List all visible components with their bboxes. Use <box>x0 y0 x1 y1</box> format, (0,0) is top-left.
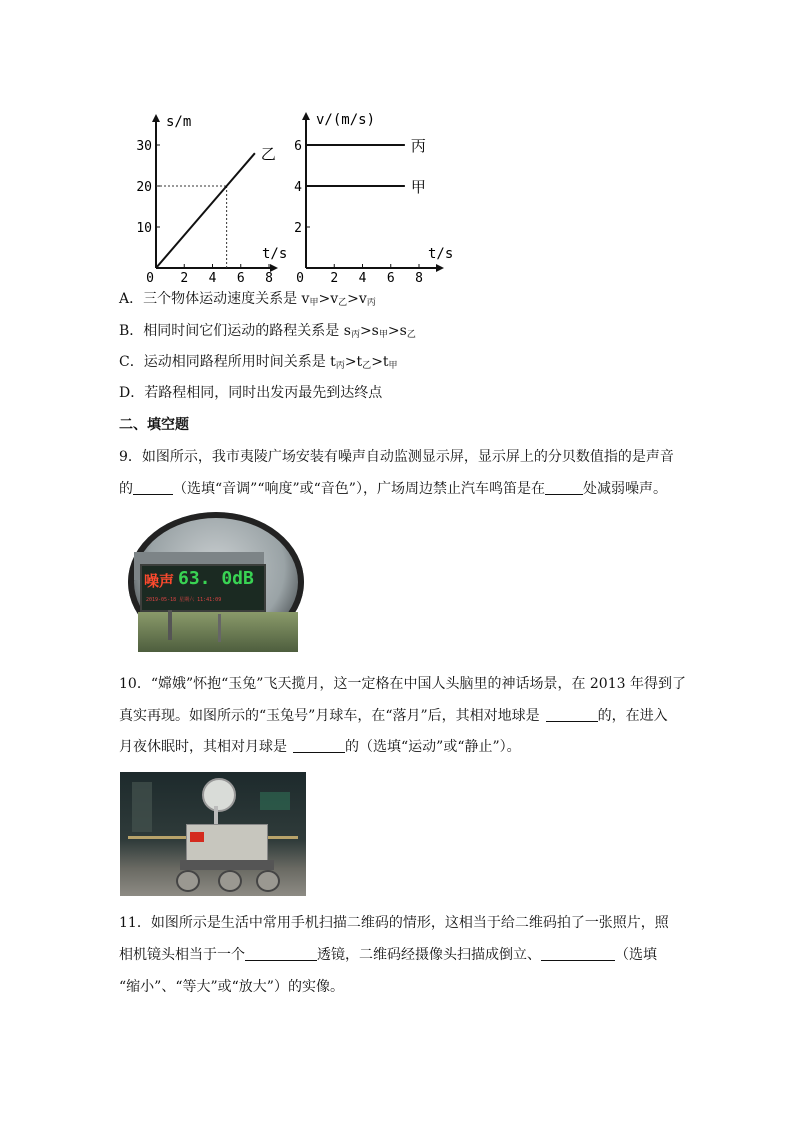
y-tick-label: 4 <box>294 180 302 195</box>
display-datetime: 2019-05-18 星期六 11:41:09 <box>146 597 222 603</box>
y-tick-label: 2 <box>294 221 302 236</box>
velocity-time-chart <box>290 112 465 286</box>
x-axis-label: t/s <box>428 246 454 262</box>
q10-blank-2[interactable] <box>293 738 345 753</box>
option-d: D．若路程相同，同时出发丙最先到达终点 <box>119 385 383 401</box>
display-label: 噪声 <box>144 572 175 590</box>
q9-blank-1[interactable] <box>133 480 173 495</box>
led-display-panel <box>140 564 266 612</box>
option-a: A．三个物体运动速度关系是 $v_甲>v_乙>v_丙$ <box>119 291 376 308</box>
q9-line1: 9．如图所示，我市夷陵广场安装有噪声自动监测显示屏，显示屏上的分贝数值指的是声音 <box>119 449 674 465</box>
x-axis-arrow <box>436 264 444 272</box>
q11-line3: “缩小”、“等大”或“放大”）的实像。 <box>119 979 344 995</box>
q9-line2: 的 （选填“音调”“响度”或“音色”），广场周边禁止汽车鸣笛是在 处减弱噪声。 <box>119 481 667 497</box>
y-axis-label: v/(m/s) <box>316 112 376 128</box>
y-tick-label: 30 <box>136 139 152 154</box>
x-tick-label: 2 <box>180 271 189 286</box>
y-tick-label: 20 <box>136 180 152 195</box>
x-tick-label: 6 <box>386 271 395 286</box>
series-label: 丙 <box>410 137 426 155</box>
x-tick-label: 0 <box>296 271 304 286</box>
option-c: C．运动相同路程所用时间关系是 $t_丙>t_乙>t_甲$ <box>119 354 398 371</box>
display-value: 63. 0dB <box>178 568 254 589</box>
y-tick-label: 10 <box>136 221 152 236</box>
series-label: 甲 <box>410 178 426 196</box>
noise-display-photo <box>128 512 304 652</box>
q11-line1: 11．如图所示是生活中常用手机扫描二维码的情形，这相当于给二维码拍了一张照片，照 <box>119 915 669 931</box>
x-tick-label: 4 <box>358 271 367 286</box>
x-tick-label: 6 <box>236 271 245 286</box>
x-tick-label: 4 <box>208 271 217 286</box>
q10-blank-1[interactable] <box>546 707 598 722</box>
q11-line2: 相机镜头相当于一个 透镜，二维码经摄像头扫描成倒立、 （选填 <box>119 947 657 963</box>
y-axis-arrow <box>152 114 160 122</box>
q9-blank-2[interactable] <box>545 480 583 495</box>
q11-blank-2[interactable] <box>541 946 615 961</box>
x-tick-label: 2 <box>330 271 339 286</box>
y-axis-label: s/m <box>166 114 192 130</box>
y-tick-label: 6 <box>294 139 302 154</box>
x-tick-label: 8 <box>415 271 423 286</box>
series-label: 乙 <box>260 145 276 164</box>
q10-line3: 月夜休眠时，其相对月球是 的（选填“运动”或“静止”）。 <box>119 739 521 755</box>
q10-line2: 真实再现。如图所示的“玉兔号”月球车，在“落月”后，其相对地球是 的，在进入 <box>119 708 668 724</box>
lunar-rover-photo <box>120 772 306 896</box>
y-axis-arrow <box>302 112 310 120</box>
section-title: 二、填空题 <box>119 417 189 433</box>
q10-line1: 10．“嫦娥”怀抱“玉兔”飞天揽月，这一定格在中国人头脑里的神话场景，在 2013 年得到了 <box>119 676 686 692</box>
series-line <box>156 153 255 268</box>
x-tick-label: 8 <box>265 271 273 286</box>
q11-blank-1[interactable] <box>245 946 317 961</box>
x-axis-label: t/s <box>262 246 288 262</box>
option-b: B．相同时间它们运动的路程关系是 $s_丙>s_甲>s_乙$ <box>119 323 416 340</box>
x-tick-label: 0 <box>146 271 154 286</box>
distance-time-chart <box>136 112 290 286</box>
